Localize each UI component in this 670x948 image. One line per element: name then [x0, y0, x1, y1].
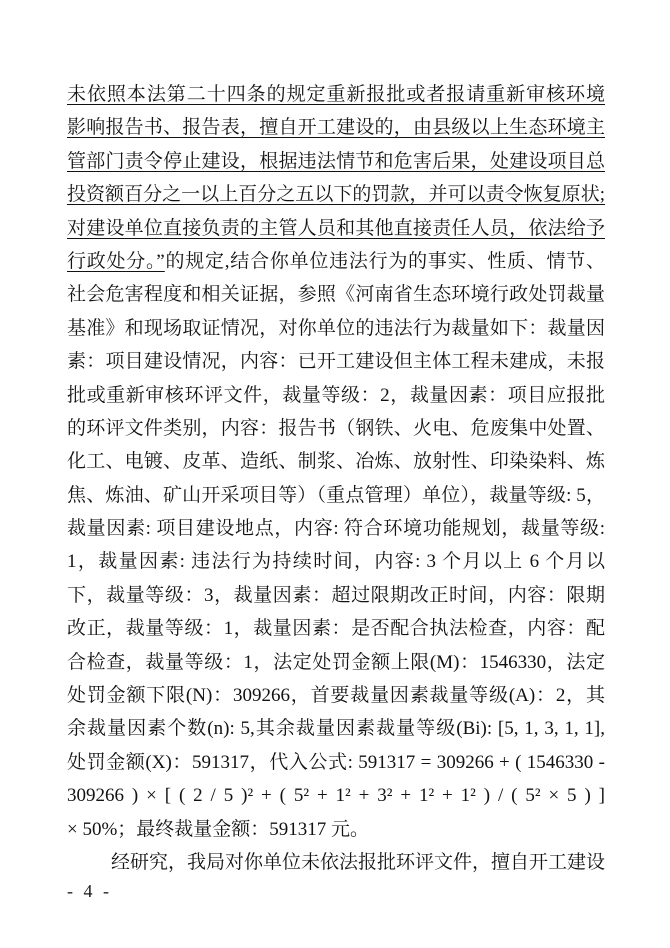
underlined-quote-text: 管部门责令停止建设，根据违法情节和危害后果，处建设项目总 — [67, 150, 605, 172]
underlined-quote-text: 影响报告书、报告表，擅自开工建设的，由县级以上生态环境主 — [67, 117, 605, 139]
line-text: 的环评文件类别，内容：报告书（钢铁、火电、危废集中处置、 — [67, 417, 605, 439]
text-line — [67, 679, 605, 712]
line-text: 合检查，裁量等级：1，法定处罚金额上限(M)：1546330，法定 — [67, 651, 605, 673]
text-line — [67, 412, 605, 445]
text-line — [67, 779, 605, 812]
text-line — [67, 345, 605, 378]
line-text: 309266 ) × [ ( 2 / 5 )² + ( 5² + 1² + 3² + 1² + 1² ) / ( 5² × 5 ) ] — [67, 785, 605, 807]
line-text: 改正，裁量等级：1，裁量因素：是否配合执法检查，内容：配 — [67, 618, 605, 640]
text-line — [67, 379, 605, 412]
line-text: 处罚金额下限(N)：309266，首要裁量因素裁量等级(A)：2，其 — [67, 685, 605, 707]
underlined-quote-text: 投资额百分之一以上百分之五以下的罚款，并可以责令恢复原状; — [67, 184, 605, 206]
line-text: 焦、炼油、矿山开采项目等）（重点管理）单位），裁量等级: 5， — [67, 484, 605, 506]
document-body — [67, 78, 605, 879]
line-text: 的规定,结合你单位违法行为的事实、性质、情节、 — [164, 250, 605, 272]
text-line — [67, 846, 605, 879]
text-line — [67, 245, 605, 278]
underlined-quote-text: 行政处分。” — [67, 250, 165, 272]
text-line — [67, 712, 605, 745]
text-line — [67, 111, 605, 144]
text-line — [67, 145, 605, 178]
line-text: 1，裁量因素: 违法行为持续时间，内容: 3 个月以上 6 个月以 — [67, 551, 605, 573]
text-line — [67, 78, 605, 111]
text-line — [67, 312, 605, 345]
text-line — [67, 545, 605, 578]
text-line — [67, 512, 605, 545]
line-text: × 50%；最终裁量金额：591317 元。 — [67, 818, 370, 840]
line-text: 素：项目建设情况，内容：已开工建设但主体工程未建成，未报 — [67, 351, 605, 373]
text-line — [67, 813, 605, 846]
text-line — [67, 178, 605, 211]
line-text: 处罚金额(X)：591317，代入公式: 591317 = 309266 + ( 1546330 - — [67, 751, 605, 773]
line-text: 经研究，我局对你单位未依法报批环评文件，擅自开工建设 — [111, 851, 606, 873]
line-text: 化工、电镀、皮革、造纸、制浆、冶炼、放射性、印染染料、炼 — [67, 451, 605, 473]
text-line — [67, 479, 605, 512]
line-text: 批或重新审核环评文件，裁量等级：2，裁量因素：项目应报批 — [67, 384, 605, 406]
text-line — [67, 278, 605, 311]
text-line — [67, 579, 605, 612]
line-text: 基准》和现场取证情况，对你单位的违法行为裁量如下：裁量因 — [67, 317, 605, 339]
text-line — [67, 646, 605, 679]
line-text: 下，裁量等级：3，裁量因素：超过限期改正时间，内容：限期 — [67, 584, 605, 606]
page-number: - 4 - — [67, 881, 111, 901]
text-line — [67, 612, 605, 645]
underlined-quote-text: 未依照本法第二十四条的规定重新报批或者报请重新审核环境 — [67, 84, 605, 105]
line-text: 社会危害程度和相关证据，参照《河南省生态环境行政处罚裁量 — [67, 284, 605, 306]
text-line — [67, 212, 605, 245]
underlined-quote-text: 对建设单位直接负责的主管人员和其他直接责任人员，依法给予 — [67, 217, 605, 239]
line-text: 余裁量因素个数(n): 5,其余裁量因素裁量等级(Bi): [5, 1, 3, 1, 1], — [67, 718, 605, 740]
line-text: 裁量因素: 项目建设地点，内容: 符合环境功能规划，裁量等级: — [67, 518, 605, 540]
text-line — [67, 445, 605, 478]
text-line — [67, 746, 605, 779]
